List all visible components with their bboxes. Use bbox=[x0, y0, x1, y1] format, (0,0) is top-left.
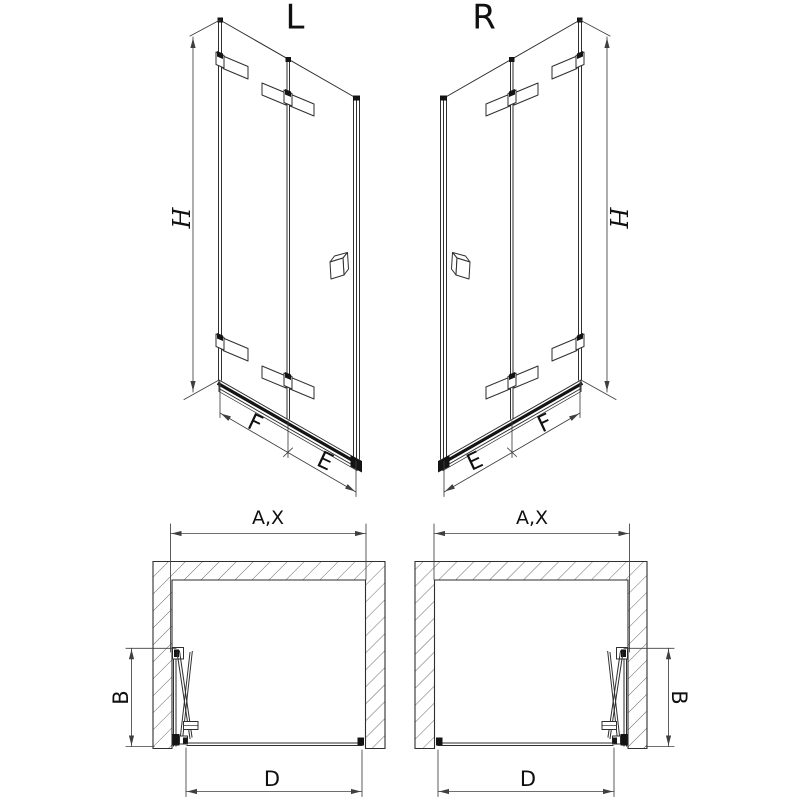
label-dim-height-left: H bbox=[168, 207, 196, 229]
iso-view-left-door bbox=[184, 18, 362, 497]
bottom-threshold-rail bbox=[438, 380, 581, 473]
wall-hatched bbox=[415, 562, 647, 749]
folded-door bbox=[602, 648, 628, 747]
hinges bbox=[216, 51, 314, 399]
glass-panels bbox=[218, 18, 361, 460]
label-dim-f-left: F bbox=[243, 409, 267, 439]
label-dim-depth-right: B bbox=[667, 690, 691, 705]
floor-threshold bbox=[436, 738, 613, 746]
bottom-threshold-rail bbox=[219, 380, 362, 473]
iso-view-right-door bbox=[438, 18, 616, 497]
label-dim-e-left: E bbox=[312, 446, 338, 477]
label-dim-clear-right: D bbox=[519, 767, 537, 791]
door-knob bbox=[452, 253, 471, 280]
label-model-right: R bbox=[472, 0, 496, 38]
label-model-left: L bbox=[285, 0, 305, 38]
wall-hatched bbox=[153, 562, 385, 749]
floorplan-right-door bbox=[415, 524, 674, 797]
label-dim-opening-right: A,X bbox=[515, 507, 549, 529]
label-dim-f-right: F bbox=[533, 409, 557, 439]
glass-panels bbox=[440, 18, 583, 460]
label-dim-clear-left: D bbox=[263, 767, 281, 791]
hinges bbox=[486, 51, 584, 399]
floorplan-left-door bbox=[126, 524, 385, 797]
floor-threshold bbox=[187, 738, 364, 746]
label-dim-e-right: E bbox=[462, 446, 488, 477]
label-dim-depth-left: B bbox=[109, 690, 133, 705]
folded-door bbox=[173, 648, 199, 747]
label-dim-opening-left: A,X bbox=[251, 507, 285, 529]
door-knob bbox=[330, 253, 349, 280]
label-dim-height-right: H bbox=[604, 207, 632, 229]
